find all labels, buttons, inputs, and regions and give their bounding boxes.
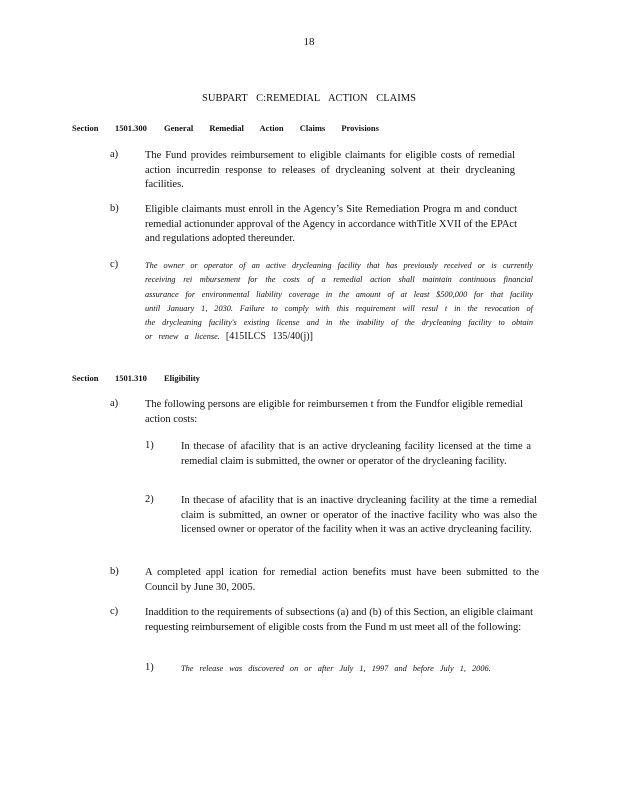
subparagraph: In thecase of afacility that is an inactive drycleaning facility at the time a remedial claim is submitted, an owner or operator of the inactive facility who was also the licensed owner or operator of the facility when it was an active drycleaning facility. [181,495,537,535]
paragraph: The Fund provides reimbursement to eligible claimants for eligible costs of remedial action incurredin response to releases of drycleaning solvent at their drycleaning facilities. [145,150,515,190]
subitem-marker: 1) [145,440,154,451]
section-number: 1501.300 [115,123,147,133]
paragraph: The following persons are eligible for reimbursemen t from the Fundfor eligible remedial action costs: [145,399,523,425]
statute-citation: [415ILCS 135/40(j)] [225,331,313,343]
paragraph: Eligible claimants must enroll in the Agency’s Site Remediation Progra m and conduct remedial actionunder approval of the Agency in accordance withTitle XVII of the EPAct and regulations adopted thereunder. [145,204,517,244]
subparagraph: In thecase of afacility that is an active drycleaning facility licensed at the time a remedial claim is submitted, the owner or operator of the drycleaning facility. [181,441,531,467]
item-marker: a) [110,149,119,160]
section-title: Eligibility [164,373,200,383]
item-marker: b) [110,566,119,577]
page-number: 18 [303,36,315,48]
section-number: 1501.310 [115,373,147,383]
subpart-title: SUBPART C:REMEDIAL ACTION CLAIMS [202,93,416,104]
section-title: General Remedial Action Claims Provisions [164,123,379,133]
item-marker: c) [110,259,119,270]
statute-text: The owner or operator of an active drycleaning facility that has previously received or is currently receiving rei mbursement for the costs of a remedial action shall maintain continuous financial assurance for environmental liability coverage in the amount of at least $500,000 for that facility until January 1, 2030. Failure to comply with this requirement will resul t in the revocation of the drycleaning facility's existing license and in the inability of the drycleaning facility to obtain or renew a license. [145,261,533,342]
subitem-marker: 1) [145,662,154,673]
item-marker: a) [110,398,119,409]
item-marker: b) [110,203,119,214]
paragraph: Inaddition to the requirements of subsections (a) and (b) of this Section, an eligible claimant requesting reimbursement of eligible costs from the Fund m ust meet all of the following: [145,607,533,633]
section-label: Section [72,123,99,133]
paragraph: A completed appl ication for remedial action benefits must have been submitted to the Council by June 30, 2005. [145,567,539,593]
item-marker: c) [110,606,119,617]
italic-subparagraph: The release was discovered on or after July 1, 1997 and before July 1, 2006. [181,664,491,673]
italic-paragraph [145,259,533,345]
section-label: Section [72,373,99,383]
subitem-marker: 2) [145,494,154,505]
